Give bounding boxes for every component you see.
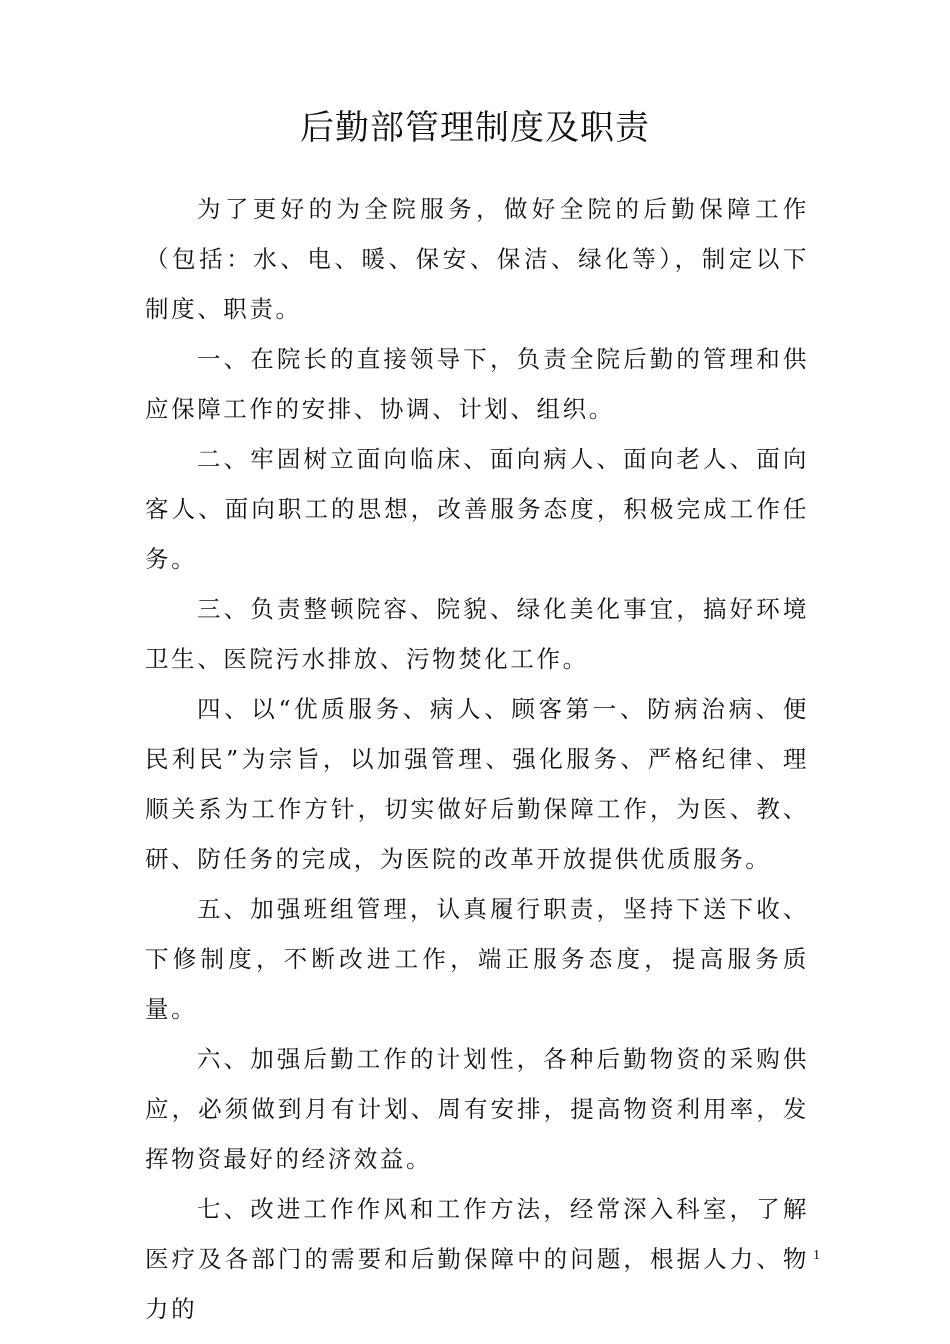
document-body xyxy=(145,184,809,1334)
paragraph-item-2: 二、牢固树立面向临床、面向病人、面向老人、面向客人、面向职工的思想，改善服务态度，积极完成工作任务。 xyxy=(145,445,809,573)
page-number: 1 xyxy=(813,1248,820,1263)
paragraph-item-1: 一、在院长的直接领导下，负责全院后勤的管理和供应保障工作的安排、协调、计划、组织。 xyxy=(145,345,809,423)
paragraph-intro: 为了更好的为全院服务，做好全院的后勤保障工作（包括：水、电、暖、保安、保洁、绿化等），制定以下制度、职责。 xyxy=(145,195,809,323)
paragraph-item-3: 三、负责整顿院容、院貌、绿化美化事宜，搞好环境卫生、医院污水排放、污物焚化工作。 xyxy=(145,595,809,673)
paragraph-item-7: 七、改进工作作风和工作方法，经常深入科室，了解医疗及各部门的需要和后勤保障中的问题，根据人力、物力的 xyxy=(145,1195,809,1323)
paragraph-item-5: 五、加强班组管理，认真履行职责，坚持下送下收、下修制度，不断改进工作，端正服务态度，提高服务质量。 xyxy=(145,895,809,1023)
paragraph-item-4: 四、以“优质服务、病人、顾客第一、防病治病、便民利民”为宗旨，以加强管理、强化服务、严格纪律、理顺关系为工作方针，切实做好后勤保障工作，为医、教、研、防任务的完成，为医院的改革开放提供优质服务。 xyxy=(145,695,809,873)
document-title: 后勤部管理制度及职责 xyxy=(300,108,650,148)
paragraph-item-6: 六、加强后勤工作的计划性，各种后勤物资的采购供应，必须做到月有计划、周有安排，提高物资利用率，发挥物资最好的经济效益。 xyxy=(145,1045,809,1173)
